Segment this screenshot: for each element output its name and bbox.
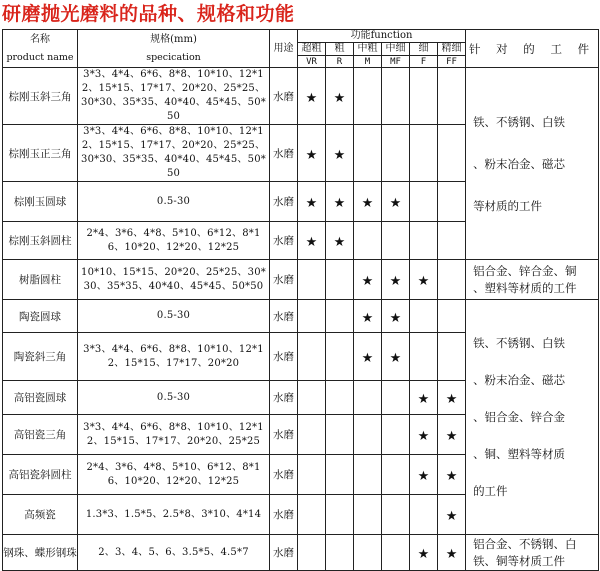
product-use: 水磨 bbox=[270, 495, 298, 535]
function-cell bbox=[354, 260, 382, 300]
function-cell bbox=[410, 381, 438, 415]
function-cell bbox=[410, 333, 438, 381]
function-cell bbox=[382, 300, 410, 333]
product-use: 水磨 bbox=[270, 535, 298, 571]
product-use: 水磨 bbox=[270, 455, 298, 495]
function-cn: 精细 bbox=[438, 43, 466, 56]
function-cell bbox=[382, 68, 410, 125]
star-icon: ★ bbox=[305, 90, 318, 106]
star-icon: ★ bbox=[305, 196, 318, 211]
function-cell bbox=[438, 222, 466, 260]
function-cell bbox=[354, 381, 382, 415]
star-icon: ★ bbox=[389, 310, 402, 326]
function-cell bbox=[326, 381, 354, 415]
product-use: 水磨 bbox=[270, 125, 298, 182]
product-name: 棕刚玉圆球 bbox=[3, 182, 78, 222]
function-cell bbox=[298, 333, 326, 381]
function-cell bbox=[438, 125, 466, 182]
star-icon: ★ bbox=[445, 509, 458, 524]
star-icon: ★ bbox=[305, 147, 318, 163]
product-use: 水磨 bbox=[270, 222, 298, 260]
star-icon: ★ bbox=[445, 392, 458, 407]
target-workpiece-text: 铁、不锈钢、白铁 、粉末冶金、磁芯 、铝合金、锌合金 、铜、塑料等材质 的工件 bbox=[473, 335, 566, 498]
header-name-en: product name bbox=[6, 51, 74, 63]
star-icon: ★ bbox=[305, 235, 318, 250]
function-cell bbox=[326, 222, 354, 260]
product-use: 水磨 bbox=[270, 300, 298, 333]
star-icon: ★ bbox=[445, 469, 458, 484]
function-cell bbox=[326, 260, 354, 300]
spec-table-body bbox=[3, 68, 599, 571]
product-spec: 0.5-30 bbox=[78, 182, 270, 222]
product-spec: 3*3、4*4、6*6、8*8、10*10、12*12、15*15、17*17、20*20、25*25 bbox=[78, 415, 270, 455]
function-cell bbox=[410, 535, 438, 571]
product-name: 钢珠、蝶形钢珠 bbox=[3, 535, 78, 571]
star-icon: ★ bbox=[361, 351, 374, 366]
star-icon: ★ bbox=[389, 351, 402, 366]
function-cell bbox=[298, 415, 326, 455]
function-cell bbox=[354, 68, 382, 125]
function-cell bbox=[382, 455, 410, 495]
function-cell bbox=[354, 415, 382, 455]
page-title: 研磨抛光磨料的品种、规格和功能 bbox=[2, 3, 295, 25]
function-cell bbox=[326, 125, 354, 182]
function-cell bbox=[382, 125, 410, 182]
function-cell bbox=[382, 415, 410, 455]
product-use: 水磨 bbox=[270, 68, 298, 125]
product-name: 高铝瓷圆球 bbox=[3, 381, 78, 415]
function-cell bbox=[382, 333, 410, 381]
function-cell bbox=[326, 68, 354, 125]
product-spec: 2*4、3*6、4*8、5*10、6*12、8*16、10*20、12*20、12*25 bbox=[78, 455, 270, 495]
function-cell bbox=[354, 125, 382, 182]
function-cell bbox=[438, 182, 466, 222]
function-cell bbox=[438, 260, 466, 300]
function-cell bbox=[354, 495, 382, 535]
product-spec: 1.3*3、1.5*5、2.5*8、3*10、4*14 bbox=[78, 495, 270, 535]
function-cn: 超粗 bbox=[298, 43, 326, 56]
product-spec: 10*10、15*15、20*20、25*25、30*30、35*35、40*40、45*45、50*50 bbox=[78, 260, 270, 300]
function-cell bbox=[326, 455, 354, 495]
function-cell bbox=[298, 125, 326, 182]
function-cell bbox=[298, 68, 326, 125]
function-cell bbox=[382, 182, 410, 222]
function-cell bbox=[354, 535, 382, 571]
target-workpiece-text: 铝合金、锌合金、铜 、塑料等材质的工件 bbox=[473, 263, 577, 295]
star-icon: ★ bbox=[361, 274, 374, 289]
function-cell bbox=[354, 182, 382, 222]
star-icon: ★ bbox=[417, 469, 430, 484]
target-workpiece-text: 铁、不锈钢、白铁 、粉末冶金、磁芯 等材质的工件 bbox=[473, 114, 566, 213]
star-icon: ★ bbox=[389, 196, 402, 211]
product-name: 高铝瓷斜圆柱 bbox=[3, 455, 78, 495]
function-cn: 中细 bbox=[382, 43, 410, 56]
function-cell bbox=[438, 535, 466, 571]
function-cell bbox=[410, 455, 438, 495]
function-cell bbox=[326, 415, 354, 455]
function-cell bbox=[298, 495, 326, 535]
function-cell bbox=[410, 495, 438, 535]
product-spec: 0.5-30 bbox=[78, 300, 270, 333]
target-workpiece bbox=[466, 68, 599, 260]
function-cell bbox=[298, 260, 326, 300]
target-workpiece bbox=[466, 535, 599, 571]
function-cell bbox=[382, 381, 410, 415]
product-spec: 3*3、4*4、6*6、8*8、10*10、12*12、15*15、17*17、20*20、25*25、30*30、35*35、40*40、45*45、50*50 bbox=[78, 125, 270, 182]
function-cell bbox=[438, 495, 466, 535]
star-icon: ★ bbox=[333, 196, 346, 211]
function-cell bbox=[410, 300, 438, 333]
function-cell bbox=[354, 222, 382, 260]
product-name: 棕刚玉正三角 bbox=[3, 125, 78, 182]
product-spec: 3*3、4*4、6*6、8*8、10*10、12*12、15*15、17*17、20*20、25*25、30*30、35*35、40*40、45*45、50*50 bbox=[78, 68, 270, 125]
function-cell bbox=[438, 415, 466, 455]
product-spec: 0.5-30 bbox=[78, 381, 270, 415]
function-cell bbox=[438, 68, 466, 125]
target-workpiece bbox=[466, 260, 599, 300]
function-cn: 粗 bbox=[326, 43, 354, 56]
function-cell bbox=[410, 182, 438, 222]
star-icon: ★ bbox=[333, 147, 346, 163]
function-cell bbox=[410, 125, 438, 182]
function-cell bbox=[326, 535, 354, 571]
function-cell bbox=[382, 222, 410, 260]
header-name-cn: 名称 bbox=[30, 33, 50, 45]
function-cell bbox=[382, 535, 410, 571]
function-cell bbox=[354, 455, 382, 495]
function-cell bbox=[298, 535, 326, 571]
function-code: F bbox=[410, 56, 438, 68]
function-cell bbox=[326, 182, 354, 222]
table-row bbox=[3, 535, 599, 571]
star-icon: ★ bbox=[333, 235, 346, 250]
header-name bbox=[3, 30, 78, 68]
function-cell bbox=[438, 300, 466, 333]
header-spec bbox=[78, 30, 270, 68]
function-cell bbox=[298, 381, 326, 415]
product-spec: 2*4、3*6、4*8、5*10、6*12、8*16、10*20、12*20、12*25 bbox=[78, 222, 270, 260]
star-icon: ★ bbox=[445, 547, 458, 562]
function-cell bbox=[382, 495, 410, 535]
star-icon: ★ bbox=[417, 274, 430, 289]
product-use: 水磨 bbox=[270, 415, 298, 455]
function-cell bbox=[354, 300, 382, 333]
function-code: FF bbox=[438, 56, 466, 68]
function-cn: 中粗 bbox=[354, 43, 382, 56]
product-name: 高铝瓷三角 bbox=[3, 415, 78, 455]
spec-table bbox=[2, 29, 599, 571]
product-use: 水磨 bbox=[270, 182, 298, 222]
function-cell bbox=[298, 222, 326, 260]
product-use: 水磨 bbox=[270, 333, 298, 381]
function-cell bbox=[410, 68, 438, 125]
function-code: MF bbox=[382, 56, 410, 68]
function-cell bbox=[438, 381, 466, 415]
star-icon: ★ bbox=[417, 392, 430, 407]
header-spec-cn: 规格(mm) bbox=[150, 33, 197, 45]
function-cell bbox=[410, 222, 438, 260]
star-icon: ★ bbox=[361, 310, 374, 326]
function-cn: 细 bbox=[410, 43, 438, 56]
function-code: R bbox=[326, 56, 354, 68]
function-cell bbox=[326, 333, 354, 381]
product-use: 水磨 bbox=[270, 260, 298, 300]
function-cell bbox=[438, 333, 466, 381]
star-icon: ★ bbox=[445, 429, 458, 444]
product-name: 树脂圆柱 bbox=[3, 260, 78, 300]
table-row bbox=[3, 300, 599, 333]
product-spec: 2、3、4、5、6、3.5*5、4.5*7 bbox=[78, 535, 270, 571]
product-name: 棕刚玉斜圆柱 bbox=[3, 222, 78, 260]
star-icon: ★ bbox=[417, 547, 430, 562]
header-target-workpiece: 针 对 的 工 件 bbox=[466, 30, 599, 68]
function-cell bbox=[410, 260, 438, 300]
product-name: 高频瓷 bbox=[3, 495, 78, 535]
product-name: 陶瓷圆球 bbox=[3, 300, 78, 333]
function-cell bbox=[354, 333, 382, 381]
function-cell bbox=[438, 455, 466, 495]
star-icon: ★ bbox=[389, 274, 402, 289]
function-cell bbox=[410, 415, 438, 455]
product-use: 水磨 bbox=[270, 381, 298, 415]
function-cell bbox=[298, 300, 326, 333]
product-name: 陶瓷斜三角 bbox=[3, 333, 78, 381]
function-cell bbox=[298, 182, 326, 222]
star-icon: ★ bbox=[417, 429, 430, 444]
function-cell bbox=[298, 455, 326, 495]
table-row bbox=[3, 68, 599, 125]
function-cell bbox=[382, 260, 410, 300]
function-code: M bbox=[354, 56, 382, 68]
star-icon: ★ bbox=[333, 90, 346, 106]
header-use: 用途 bbox=[270, 30, 298, 68]
star-icon: ★ bbox=[361, 196, 374, 211]
table-row bbox=[3, 260, 599, 300]
product-name: 棕刚玉斜三角 bbox=[3, 68, 78, 125]
target-workpiece bbox=[466, 300, 599, 535]
function-cell bbox=[326, 300, 354, 333]
header-spec-en: specication bbox=[146, 51, 201, 63]
target-workpiece-text: 铝合金、不锈钢、白 铁、铜等材质工件 bbox=[473, 536, 577, 568]
function-code: VR bbox=[298, 56, 326, 68]
header-function: 功能function bbox=[298, 30, 466, 43]
function-cell bbox=[326, 495, 354, 535]
product-spec: 3*3、4*4、6*6、8*8、10*10、12*12、15*15、17*17、20*20 bbox=[78, 333, 270, 381]
